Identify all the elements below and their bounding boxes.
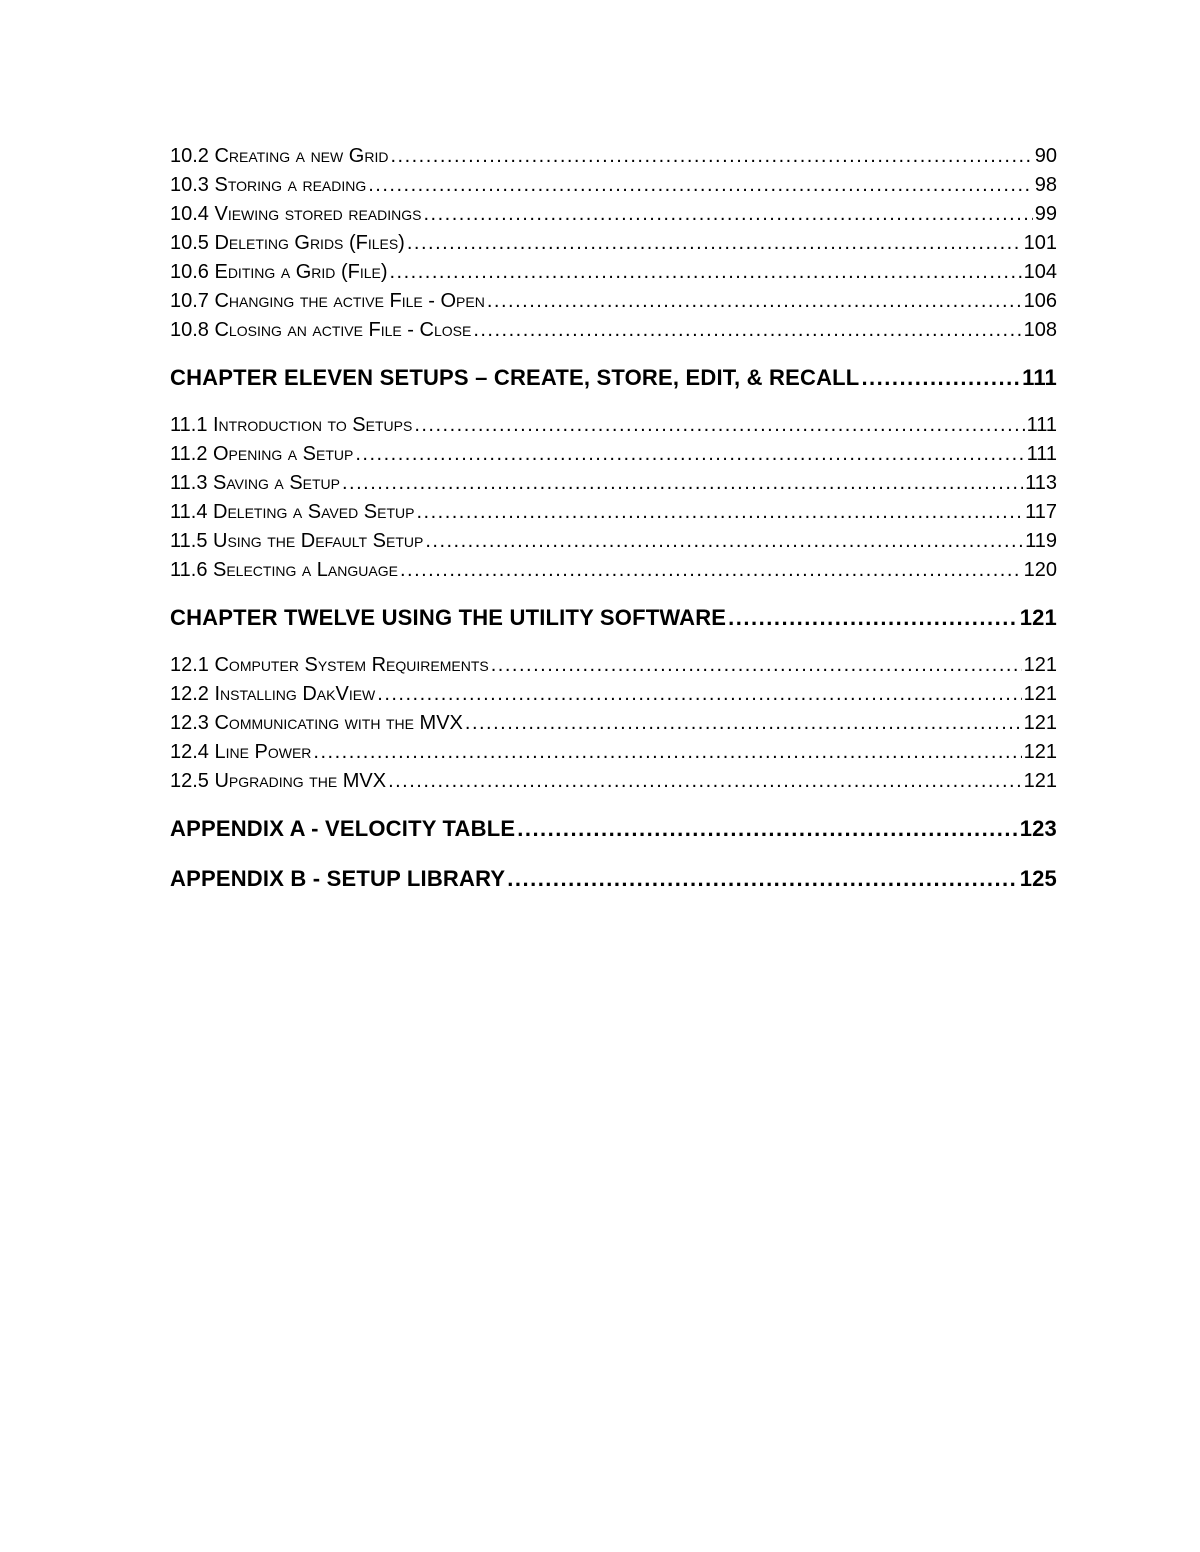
toc-chapter-label: CHAPTER ELEVEN SETUPS – CREATE, STORE, EDIT, & RECALL <box>170 365 860 390</box>
dot-leader <box>377 680 1021 709</box>
toc-entry-row[interactable] <box>170 556 1057 585</box>
toc-page-number: 123 <box>1019 816 1057 841</box>
toc-entry-label: 12.1 Computer System Requirements <box>170 654 489 676</box>
toc-page-number: 111 <box>1026 414 1057 436</box>
dot-leader <box>416 498 1023 527</box>
toc-entry-row[interactable] <box>170 527 1057 556</box>
dot-leader <box>425 527 1023 556</box>
toc-chapter-row[interactable] <box>170 601 1057 635</box>
toc-entry-row[interactable] <box>170 287 1057 316</box>
dot-leader <box>861 361 1020 395</box>
toc-entry-row[interactable] <box>170 200 1057 229</box>
toc-page-number: 113 <box>1025 472 1057 494</box>
dot-leader <box>414 411 1024 440</box>
dot-leader <box>407 229 1022 258</box>
toc-entry-row[interactable] <box>170 142 1057 171</box>
toc-entry-label: 10.3 Storing a reading <box>170 174 367 196</box>
toc-entry-label: 11.6 Selecting a Language <box>170 559 398 581</box>
toc-page-number: 111 <box>1026 443 1057 465</box>
toc-page-number: 121 <box>1023 683 1057 705</box>
toc-entry-label: 10.6 Editing a Grid (File) <box>170 261 388 283</box>
toc-entry-label: 11.3 Saving a Setup <box>170 472 340 494</box>
toc-chapter-row[interactable] <box>170 361 1057 395</box>
dot-leader <box>355 440 1024 469</box>
toc-entry-label: 11.5 Using the Default Setup <box>170 530 424 552</box>
toc-entry-label: 10.2 Creating a new Grid <box>170 145 389 167</box>
toc-entry-row[interactable] <box>170 469 1057 498</box>
toc-page-number: 125 <box>1019 866 1057 891</box>
toc-entry-label: 11.2 Opening a Setup <box>170 443 354 465</box>
toc-page-number: 101 <box>1023 232 1057 254</box>
toc-entry-label: 12.3 Communicating with the MVX <box>170 712 463 734</box>
toc-page-number: 121 <box>1023 654 1057 676</box>
toc-page-number: 111 <box>1022 365 1057 390</box>
toc-entry-row[interactable] <box>170 498 1057 527</box>
dot-leader <box>465 709 1022 738</box>
toc-page-number: 108 <box>1023 319 1057 341</box>
toc-entry-label: 10.4 Viewing stored readings <box>170 203 422 225</box>
toc-chapter-label: APPENDIX B - SETUP LIBRARY <box>170 866 506 891</box>
toc-entry-label: 12.2 Installing DakView <box>170 683 376 705</box>
toc-page-number: 104 <box>1023 261 1057 283</box>
toc-page-number: 90 <box>1034 145 1057 167</box>
dot-leader <box>491 651 1022 680</box>
dot-leader <box>517 812 1017 846</box>
toc-entry-row[interactable] <box>170 229 1057 258</box>
toc-page-number: 121 <box>1023 712 1057 734</box>
toc-page-number: 98 <box>1034 174 1057 196</box>
toc-page-number: 120 <box>1023 559 1057 581</box>
toc-entry-label: 11.1 Introduction to Setups <box>170 414 413 436</box>
toc-entry-row[interactable] <box>170 680 1057 709</box>
dot-leader <box>423 200 1032 229</box>
toc-entry-row[interactable] <box>170 411 1057 440</box>
toc-entry-label: 12.5 Upgrading the MVX <box>170 770 387 792</box>
toc-entry-row[interactable] <box>170 709 1057 738</box>
dot-leader <box>507 862 1017 896</box>
toc-chapter-row[interactable] <box>170 812 1057 846</box>
dot-leader <box>728 601 1018 635</box>
toc-entry-label: 10.8 Closing an active File - Close <box>170 319 472 341</box>
toc-entry-label: 10.5 Deleting Grids (Files) <box>170 232 405 254</box>
toc-entry-row[interactable] <box>170 767 1057 796</box>
toc-page-number: 117 <box>1025 501 1057 523</box>
toc-chapter-label: APPENDIX A - VELOCITY TABLE <box>170 816 516 841</box>
dot-leader <box>313 738 1021 767</box>
toc-entry-row[interactable] <box>170 316 1057 345</box>
toc-page-number: 121 <box>1023 770 1057 792</box>
dot-leader <box>390 142 1032 171</box>
toc-entry-label: 12.4 Line Power <box>170 741 312 763</box>
toc-entry-row[interactable] <box>170 651 1057 680</box>
dot-leader <box>400 556 1022 585</box>
toc-page-number: 121 <box>1023 741 1057 763</box>
toc-page-number: 121 <box>1019 605 1057 630</box>
dot-leader <box>368 171 1033 200</box>
toc-entry-label: 10.7 Changing the active File - Open <box>170 290 485 312</box>
toc-entry-row[interactable] <box>170 171 1057 200</box>
toc-entry-row[interactable] <box>170 258 1057 287</box>
toc-entry-row[interactable] <box>170 738 1057 767</box>
dot-leader <box>487 287 1022 316</box>
toc-entry-label: 11.4 Deleting a Saved Setup <box>170 501 415 523</box>
toc-chapter-label: CHAPTER TWELVE USING THE UTILITY SOFTWARE <box>170 605 727 630</box>
dot-leader <box>388 767 1022 796</box>
toc-entry-row[interactable] <box>170 440 1057 469</box>
toc-page-number: 106 <box>1023 290 1057 312</box>
toc-page-number: 99 <box>1034 203 1057 225</box>
dot-leader <box>473 316 1021 345</box>
toc-chapter-row[interactable] <box>170 862 1057 896</box>
dot-leader <box>390 258 1022 287</box>
toc-page-number: 119 <box>1025 530 1057 552</box>
dot-leader <box>342 469 1023 498</box>
